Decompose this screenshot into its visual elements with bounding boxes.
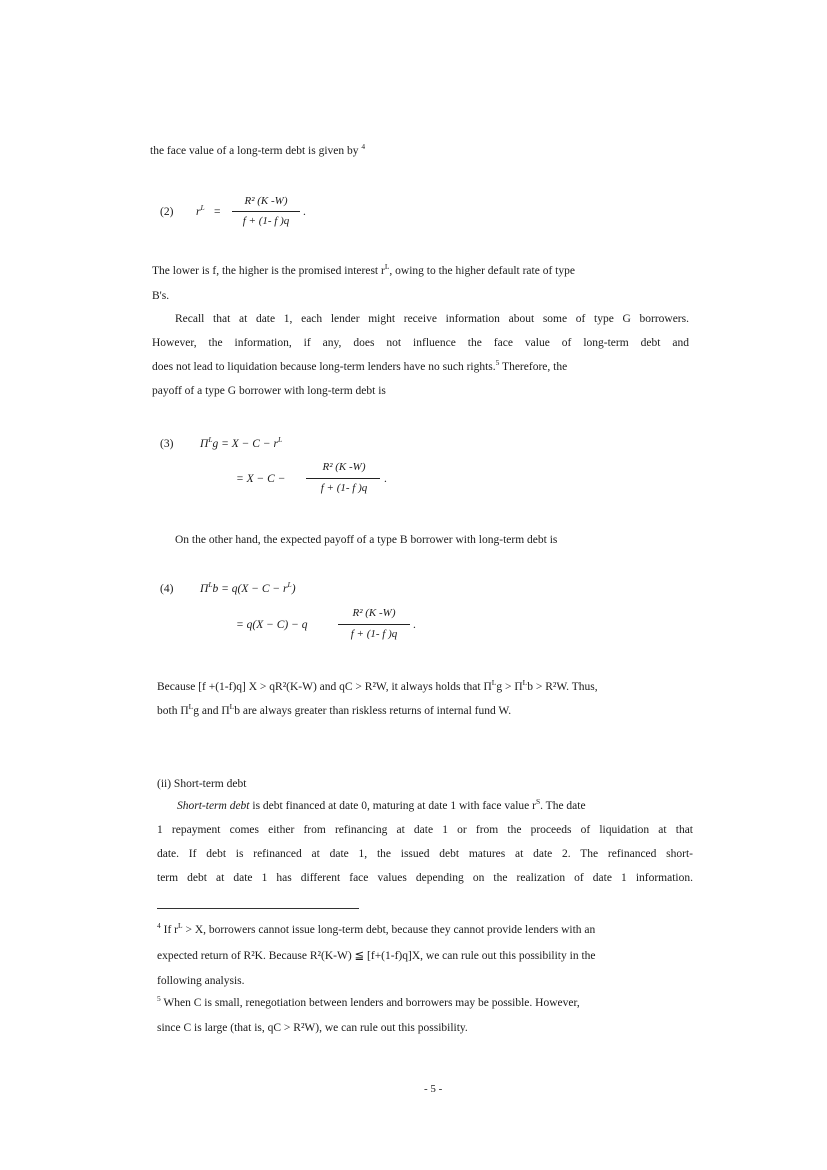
equation-label: (3): [160, 438, 174, 450]
paragraph-line: both $\Pi^Lg$ and $\Pi^Lb$ are always greater than riskless returns of internal fund W.: [157, 702, 512, 717]
intro-line: the face value of a long-term debt is given by $^4$: [150, 142, 366, 157]
equation-lhs: $r^L$: [196, 203, 205, 218]
footnote-rule: [157, 908, 359, 909]
equation-end: .: [413, 619, 416, 631]
footnote-marker: 4: [361, 142, 366, 151]
footnote-marker: 5: [157, 994, 161, 1003]
equals-sign: =: [214, 206, 221, 218]
paragraph-line: However, the information, if any, does not influence the face value of long-term debt and: [152, 337, 689, 349]
paragraph-line: does not lead to liquidation because long-term lenders have no such rights.$^5$ Therefore, the: [152, 358, 568, 373]
fraction-numerator: R² (K -W): [322, 461, 366, 473]
footnote-line: following analysis.: [157, 975, 245, 987]
paragraph-line: The lower is f, the higher is the promised interest $r^L$, owing to the higher default rate of type: [152, 262, 575, 277]
equation-end: .: [384, 473, 387, 485]
fraction-bar: [338, 624, 410, 625]
footnote-marker: 4: [157, 921, 161, 930]
fraction-bar: [306, 478, 380, 479]
fraction-denominator: f + (1- f )q: [242, 215, 290, 227]
equation-line-2: = q(X − C) − q: [236, 619, 308, 631]
paragraph-line: Because [f +(1-f)q] X > qR²(K-W) and qC > R²W, it always holds that $\Pi^Lg > \Pi^Lb > R^2W$. Thus,: [157, 678, 598, 693]
footnote-line: since C is large (that is, qC > R²W), we can rule out this possibility.: [157, 1022, 468, 1034]
paragraph-line: Recall that at date 1, each lender might receive information about some of type G borrowers.: [175, 313, 689, 325]
equation-line-1: $\Pi^Lg = X - C - r^L$: [200, 435, 283, 450]
paragraph-line: date. If debt is refinanced at date 1, the issued debt matures at date 2. The refinanced short-: [157, 848, 693, 860]
equation-line-1: $\Pi^Lb = q(X - C - r^L)$: [200, 580, 296, 595]
emphasis-term: Short-term debt: [177, 800, 250, 812]
section-heading: (ii) Short-term debt: [157, 778, 247, 790]
page-number: - 5 -: [424, 1083, 443, 1095]
fraction-numerator: R² (K -W): [244, 195, 288, 207]
equation-label: (4): [160, 583, 174, 595]
paragraph-line: B's.: [152, 290, 170, 302]
footnote-line: $^4$ If $r^L > X$, borrowers cannot issue long-term debt, because they cannot provide lenders with an: [157, 921, 596, 936]
paragraph-line: 1 repayment comes either from refinancing at date 1 or from the proceeds of liquidation at that: [157, 824, 693, 836]
fraction-denominator: f + (1- f )q: [320, 482, 368, 494]
equation-label: (2): [160, 206, 174, 218]
paragraph-line: payoff of a type G borrower with long-term debt is: [152, 385, 386, 397]
footnote-line: expected return of R²K. Because R²(K-W) ≦ [f+(1-f)q]X, we can rule out this possibility in the: [157, 950, 596, 962]
equation-line-2: = X − C −: [236, 473, 286, 485]
fraction-denominator: f + (1- f )q: [350, 628, 398, 640]
fraction-numerator: R² (K -W): [352, 607, 396, 619]
paragraph-line: term debt at date 1 has different face values depending on the realization of date 1 information.: [157, 872, 693, 884]
fraction-bar: [232, 211, 300, 212]
paragraph-line: On the other hand, the expected payoff of a type B borrower with long-term debt is: [175, 534, 558, 546]
footnote-marker: 5: [495, 358, 500, 367]
footnote-line: $^5$ When C is small, renegotiation between lenders and borrowers may be possible. However,: [157, 994, 580, 1009]
equation-end: .: [303, 206, 306, 218]
paragraph-line: Short-term debt is debt financed at date 0, maturing at date 1 with face value $r^S$. The date: [177, 797, 586, 812]
